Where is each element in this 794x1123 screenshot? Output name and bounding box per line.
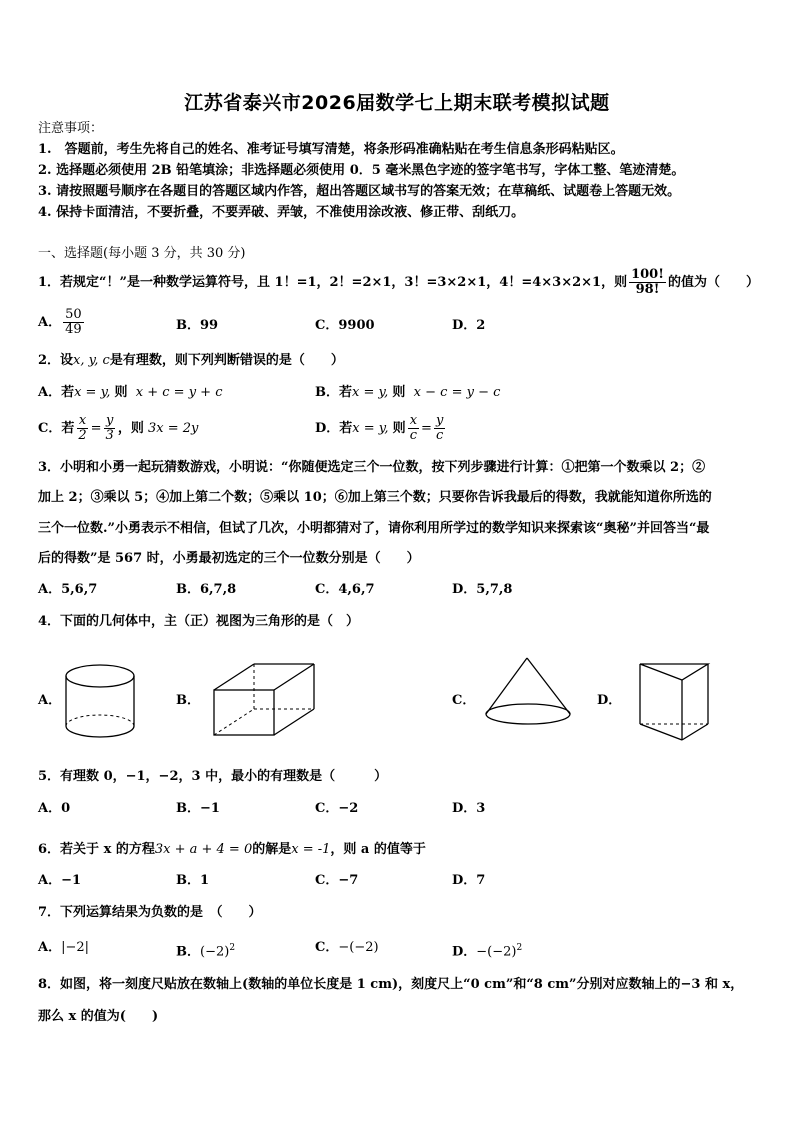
q2-d-frac-1 <box>408 414 419 443</box>
question-8-line-1: 8．如图，将一刻度尺贴放在数轴上(数轴的单位长度是 1 cm)，刻度尺上“0 cm”和“8 cm”分别对应数轴上的−3 和 x， <box>38 977 744 992</box>
q1-option-c: C．9900 <box>315 318 375 333</box>
q7-c-expr: −(−2) <box>338 940 379 955</box>
cuboid-front-face <box>214 690 274 735</box>
question-5-stem: 5．有理数 0，−1，−2，3 中，最小的有理数是（ ） <box>38 769 388 784</box>
q1-option-b: B．99 <box>176 318 219 333</box>
notice-item-1: 1. 答题前，考生先将自己的姓名、准考证号填写清楚，将条形码准确粘贴在考生信息条形码粘贴区。 <box>38 142 624 157</box>
q2-b-cond: x = y, <box>352 385 389 400</box>
q7-d-label: D． <box>452 944 477 960</box>
q2-b-result: x − c = y − c <box>413 385 501 400</box>
q7-option-a <box>38 939 89 957</box>
q6-solution: x = -1 <box>291 842 331 857</box>
q2-d-frac-1-den: c <box>409 428 417 443</box>
q2-d-label: D．若 <box>315 420 353 436</box>
q6-stem-part-b: 的解是 <box>252 842 292 857</box>
question-4-stem: 4．下面的几何体中，主（正）视图为三角形的是（ ） <box>38 614 360 629</box>
question-2-stem <box>38 352 344 370</box>
cuboid-edge-5 <box>274 709 314 735</box>
q1-option-a-fraction <box>63 308 84 337</box>
q5-option-a: A．0 <box>38 801 71 816</box>
q2-b-then: 则 <box>392 385 406 400</box>
q1-option-a-den: 49 <box>65 322 82 337</box>
q2-option-b <box>315 384 500 402</box>
q1-option-d: D．2 <box>452 318 486 333</box>
q7-d-expr: −(−2) <box>476 944 517 960</box>
q2-option-a <box>38 384 222 402</box>
cuboid-edge-1 <box>214 664 254 690</box>
q7-b-exponent: 2 <box>229 943 236 953</box>
q2-d-frac-2 <box>434 414 445 443</box>
q7-a-expr: |−2| <box>61 940 90 955</box>
q2-c-eq: = <box>90 420 102 436</box>
notice-item-2: 2. 选择题必须使用 2B 铅笔填涂；非选择题必须使用 0．5 毫米黑色字迹的签字笔书写，字体工整、笔迹清楚。 <box>38 163 685 178</box>
q2-c-label: C．若 <box>38 420 75 436</box>
q2-a-cond: x = y, <box>74 385 111 400</box>
question-3-line-2: 加上 2；③乘以 5；④加上第二个数；⑤乘以 10；⑥加上第三个数；只要你告诉我最后的得数，我就能知道你所选的 <box>38 490 712 505</box>
q4-option-d-label: D． <box>597 693 622 708</box>
q2-d-frac-2-num: y <box>435 413 444 428</box>
q2-option-c <box>38 414 198 443</box>
q4-option-c-label: C． <box>452 693 476 708</box>
q2-option-d <box>315 414 447 443</box>
cylinder-bottom-front <box>66 726 134 737</box>
question-3-line-1: 3．小明和小勇一起玩猜数游戏，小明说：“你随便选定三个一位数，按下列步骤进行计算：①把第一个数乘以 2；② <box>38 460 706 475</box>
q2-c-frac-1 <box>76 414 88 443</box>
q3-option-b: B．6,7,8 <box>176 582 237 597</box>
q2-a-result: x + c = y + c <box>135 385 223 400</box>
q3-option-d: D．5,7,8 <box>452 582 513 597</box>
triangular-prism-figure <box>638 660 718 745</box>
q2-c-frac-2-num: y <box>106 413 114 428</box>
q1-option-a-num: 50 <box>65 307 82 322</box>
prism-top-face <box>640 664 708 680</box>
q2-c-frac-1-den: 2 <box>78 428 87 443</box>
question-3-line-4: 后的得数”是 567 时，小勇最初选定的三个一位数分别是（ ） <box>38 551 420 566</box>
q1-stem-part-b: 的值为（ ） <box>667 274 759 290</box>
q2-c-frac-2-den: 3 <box>105 428 114 443</box>
q2-b-label: B．若 <box>315 385 352 400</box>
q2-d-frac-1-num: x <box>409 413 418 428</box>
cuboid-figure <box>212 660 327 740</box>
q1-option-a-label: A． <box>38 314 62 330</box>
q6-option-c: C．−7 <box>315 873 359 888</box>
q2-d-then: 则 <box>392 420 406 436</box>
q7-b-expr: (−2) <box>200 944 230 960</box>
q6-option-b: B．1 <box>176 873 210 888</box>
q1-fraction-den: 98! <box>635 282 660 297</box>
q2-c-frac-1-num: x <box>78 413 87 428</box>
q4-option-b-label: B． <box>176 693 200 708</box>
question-7-stem: 7．下列运算结果为负数的是 （ ） <box>38 905 262 920</box>
q1-fraction-num: 100! <box>631 267 664 282</box>
q1-option-a <box>38 308 86 337</box>
notice-item-3: 3. 请按照题号顺序在各题目的答题区域内作答，超出答题区域书写的答案无效；在草稿纸、试题卷上答题无效。 <box>38 184 681 199</box>
q6-option-a: A．−1 <box>38 873 82 888</box>
q2-d-eq: = <box>421 420 432 436</box>
page-title: 江苏省泰兴市2026届数学七上期末联考模拟试题 <box>184 92 610 114</box>
cuboid-hidden-3 <box>214 709 254 735</box>
q2-c-then: ，则 <box>117 420 144 436</box>
q7-c-label: C． <box>315 940 339 955</box>
q2-a-label: A．若 <box>38 385 75 400</box>
q7-option-b <box>176 939 235 961</box>
q2-d-frac-2-den: c <box>435 428 444 443</box>
cylinder-bottom-back <box>66 715 134 726</box>
q7-a-label: A． <box>38 940 62 955</box>
question-8-line-2: 那么 x 的值为( ) <box>38 1009 159 1024</box>
q3-option-c: C．4,6,7 <box>315 582 375 597</box>
prism-bottom-right <box>682 724 708 740</box>
cylinder-top <box>66 665 134 687</box>
q2-c-result: 3x = 2y <box>147 420 199 436</box>
q4-option-a-label: A． <box>38 693 62 708</box>
q3-option-a: A．5,6,7 <box>38 582 98 597</box>
question-3-line-3: 三个一位数.”小勇表示不相信，但试了几次，小明都猜对了，请你利用所学过的数学知识来探索该“奥秘”并回答当“最 <box>38 521 710 536</box>
cylinder-figure <box>62 658 142 748</box>
section-heading: 一、选择题(每小题 3 分，共 30 分) <box>38 246 246 261</box>
q5-option-d: D．3 <box>452 801 486 816</box>
q6-stem-part-c: ，则 a 的值等于 <box>330 842 426 857</box>
notice-item-4: 4. 保持卡面清洁，不要折叠，不要弄破、弄皱，不准使用涂改液、修正带、刮纸刀。 <box>38 205 525 220</box>
q2-a-then: 则 <box>114 385 128 400</box>
cuboid-edge-2 <box>274 664 314 690</box>
q5-option-c: C．−2 <box>315 801 359 816</box>
cone-figure <box>482 655 577 730</box>
q6-equation: 3x + a + 4 = 0 <box>154 842 253 857</box>
q2-stem-part-b: 是有理数，则下列判断错误的是（ ） <box>109 353 344 368</box>
q2-stem-part-a: 2．设 <box>38 353 74 368</box>
q2-c-frac-2 <box>104 414 116 443</box>
q7-option-d <box>452 939 522 961</box>
question-6-stem <box>38 841 426 859</box>
q1-fraction <box>629 268 666 297</box>
q7-d-exponent: 2 <box>516 943 523 953</box>
q2-vars: x, y, c <box>73 353 110 368</box>
q2-d-cond: x = y, <box>352 420 389 436</box>
q6-stem-part-a: 6．若关于 x 的方程 <box>38 842 155 857</box>
cone-base <box>486 704 570 724</box>
q6-option-d: D．7 <box>452 873 486 888</box>
prism-bottom-left <box>640 724 682 740</box>
q5-option-b: B．−1 <box>176 801 220 816</box>
q7-option-c <box>315 939 379 957</box>
q7-b-label: B． <box>176 944 200 960</box>
q1-stem-part-a: 1．若规定“！”是一种数学运算符号，且 1！=1，2！=2×1，3！=3×2×1，4！=4×3×2×1，则 <box>38 274 628 290</box>
question-1-stem <box>38 268 759 297</box>
notice-heading: 注意事项： <box>38 121 104 136</box>
